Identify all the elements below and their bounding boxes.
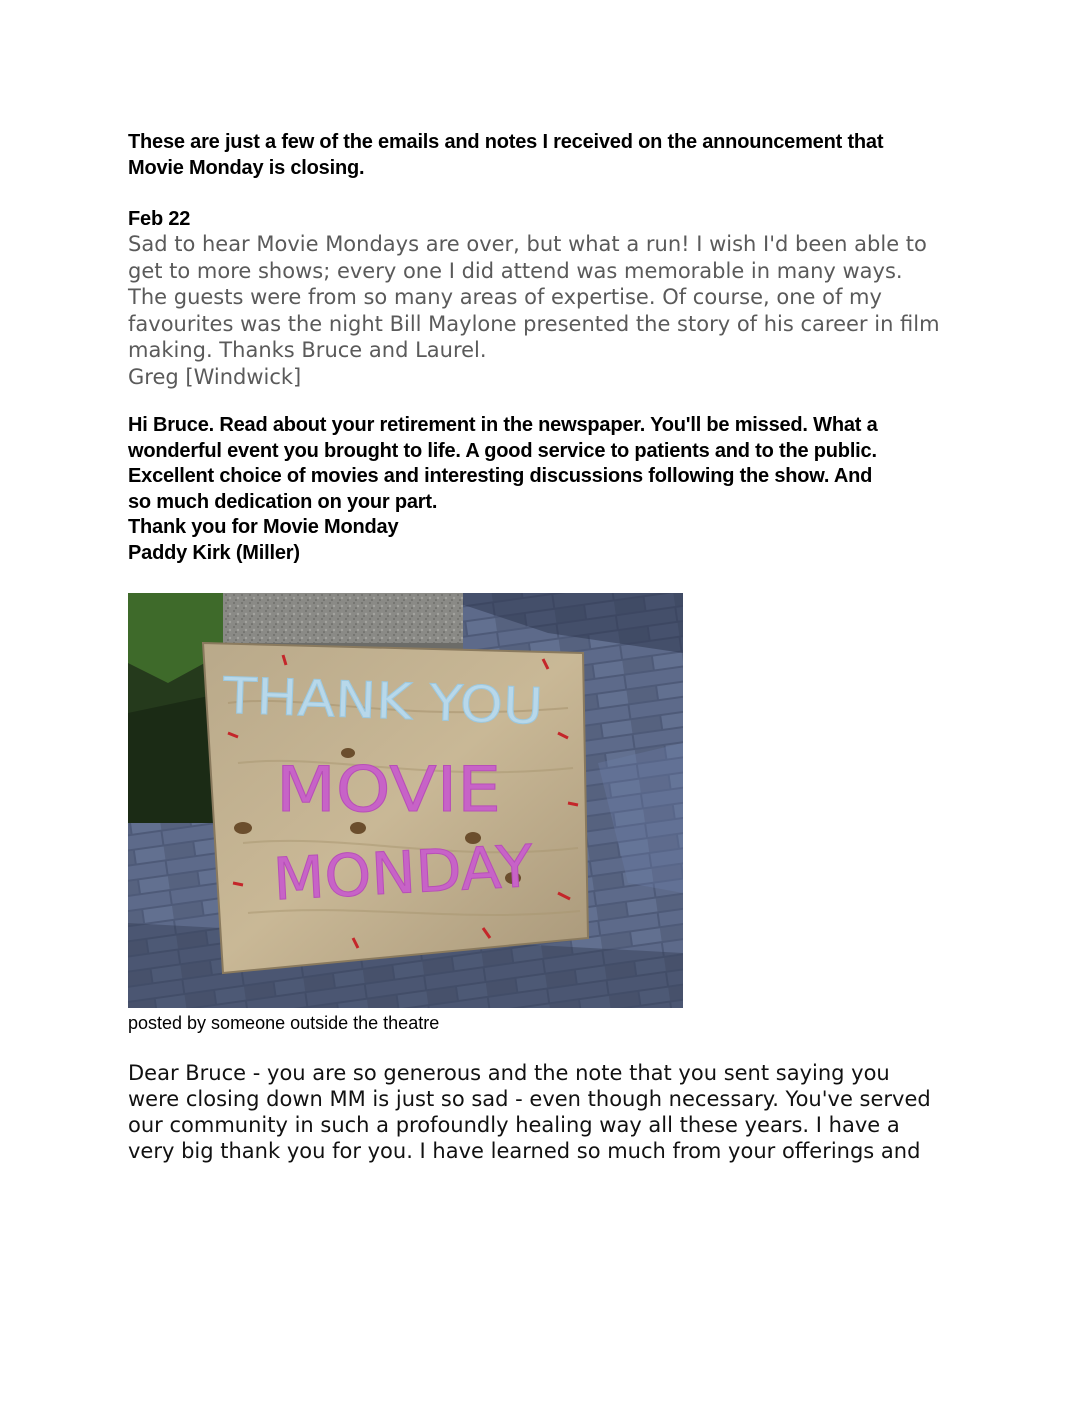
note1-line: The guests were from so many areas of expertise. Of course, one of my bbox=[128, 285, 882, 309]
intro-paragraph bbox=[128, 130, 968, 181]
note1-date: Feb 22 bbox=[128, 208, 191, 230]
note2-line: Hi Bruce. Read about your retirement in the newspaper. You'll be missed. What a bbox=[128, 414, 878, 436]
note1-line: Sad to hear Movie Mondays are over, but what a run! I wish I'd been able to bbox=[128, 232, 927, 256]
sign-line-monday: MONDAY bbox=[271, 832, 528, 914]
sign-line-movie: MOVIE bbox=[276, 753, 501, 826]
intro-line: Movie Monday is closing. bbox=[128, 156, 365, 179]
note3-line: were closing down MM is just so sad - even though necessary. You've served bbox=[128, 1087, 931, 1111]
sign-line-thank-you: THANK YOU bbox=[222, 666, 517, 735]
note1-line: get to more shows; every one I did attend was memorable in many ways. bbox=[128, 258, 903, 283]
thank-you-sign-photo bbox=[128, 593, 683, 1008]
plywood-sign bbox=[203, 643, 588, 973]
note1-line: favourites was the night Bill Maylone presented the story of his career in film bbox=[128, 311, 940, 336]
note3-line: our community in such a profoundly healing way all these years. I have a bbox=[128, 1113, 900, 1137]
note3-line: Dear Bruce - you are so generous and the note that you sent saying you bbox=[128, 1061, 890, 1085]
note3-line: very big thank you for you. I have learned so much from your offerings and bbox=[128, 1139, 921, 1163]
note1-body bbox=[128, 231, 968, 390]
note2-line: wonderful event you brought to life. A good service to patients and to the public. bbox=[128, 439, 877, 462]
note2-signature: Paddy Kirk (Miller) bbox=[128, 541, 300, 564]
note2-line: Excellent choice of movies and interesting discussions following the show. And bbox=[128, 465, 873, 487]
note2-line: so much dedication on your part. bbox=[128, 490, 438, 513]
note3-body bbox=[128, 1060, 968, 1164]
note2-body bbox=[128, 413, 968, 566]
note1-signature: Greg [Windwick] bbox=[128, 364, 302, 389]
note2-line: Thank you for Movie Monday bbox=[128, 516, 399, 538]
photo-caption: posted by someone outside the theatre bbox=[128, 1013, 440, 1033]
note1-line: making. Thanks Bruce and Laurel. bbox=[128, 338, 487, 362]
intro-line: These are just a few of the emails and notes I received on the announcement that bbox=[128, 131, 884, 153]
